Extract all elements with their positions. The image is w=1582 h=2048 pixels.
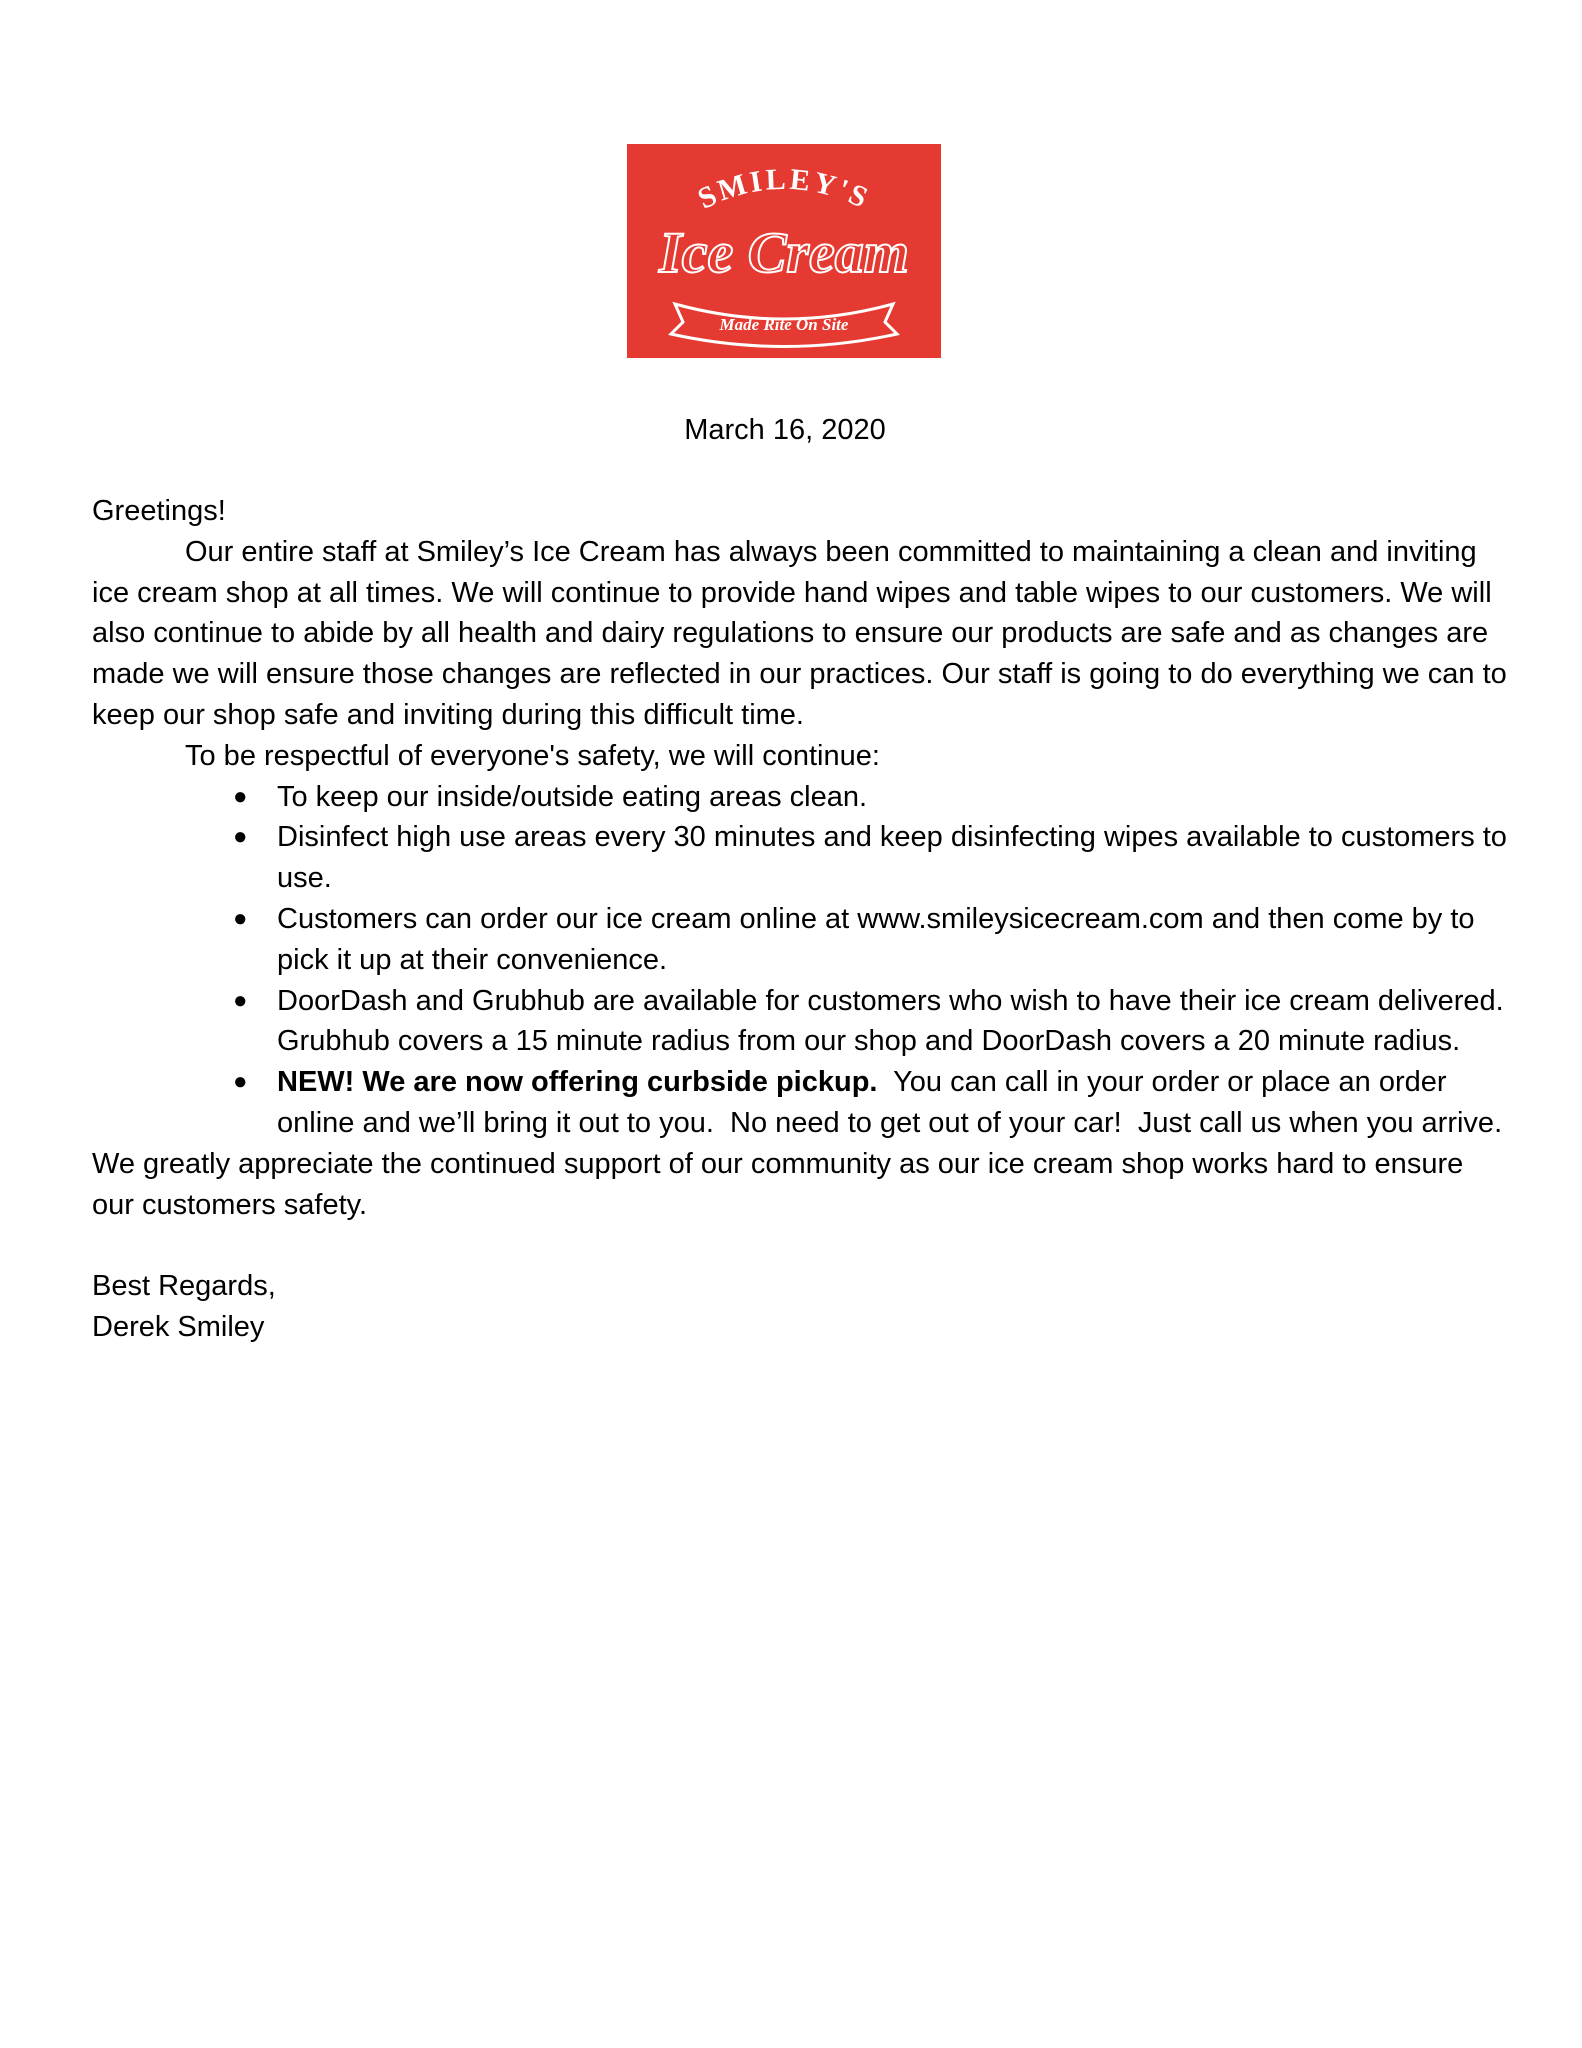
list-item: ● Disinfect high use areas every 30 minutes and keep disinfecting wipes available to customers to use. [277, 817, 1512, 899]
spacer [92, 1225, 1512, 1266]
bullet-icon: ● [233, 904, 248, 932]
logo-main-text: Ice Cream [659, 220, 909, 285]
list-item: ● Customers can order our ice cream online at www.smileysicecream.com and then come by to pick it up at their convenience. [277, 899, 1512, 981]
paragraph-safety-intro: To be respectful of everyone's safety, we will continue: [185, 739, 880, 772]
bullet-icon: ● [233, 1068, 248, 1096]
letter-body [92, 491, 1512, 1348]
signature: Derek Smiley [92, 1310, 265, 1343]
list-item: ● DoorDash and Grubhub are available for customers who wish to have their ice cream delivered. Grubhub covers a 15 minute radius from our shop and DoorDash covers a 20 minute radius. [277, 981, 1512, 1063]
logo-graphic [627, 144, 941, 358]
smileys-logo [627, 144, 941, 358]
greeting: Greetings! [92, 495, 226, 527]
logo-ribbon-text: Made Rite On Site [719, 315, 849, 334]
letter-date: March 16, 2020 [684, 414, 886, 446]
list-item: ● To keep our inside/outside eating areas clean. [277, 777, 1512, 818]
signoff: Best Regards, [92, 1270, 276, 1303]
bullet-icon: ● [233, 823, 248, 851]
safety-measures-list [92, 777, 1512, 1144]
list-item: ● NEW! We are now offering curbside pickup. You can call in your order or place an order online and we’ll bring it out to you. No need to get out of your car! Just call us when you arrive. [277, 1062, 1512, 1144]
curbside-announcement: NEW! We are now offering curbside pickup. [277, 1066, 878, 1099]
bullet-icon: ● [233, 782, 248, 810]
bullet-icon: ● [233, 986, 248, 1014]
paragraph-commitment: Our entire staff at Smiley’s Ice Cream has always been committed to maintaining a clean and inviting ice cream shop at all times. We will continue to provide hand wipes and table wipes to our customers. We will also continue to abide by all health and dairy regulations to ensure our products are safe and as changes are made we will ensure those changes are reflected in our practices. Our staff is going to do everything we can to keep our shop safe and inviting during this difficult time. [92, 535, 1507, 731]
logo-top-text: SMILEY'S [692, 162, 876, 216]
paragraph-closing: We greatly appreciate the continued support of our community as our ice cream shop works hard to ensure our customers safety. [92, 1147, 1464, 1221]
